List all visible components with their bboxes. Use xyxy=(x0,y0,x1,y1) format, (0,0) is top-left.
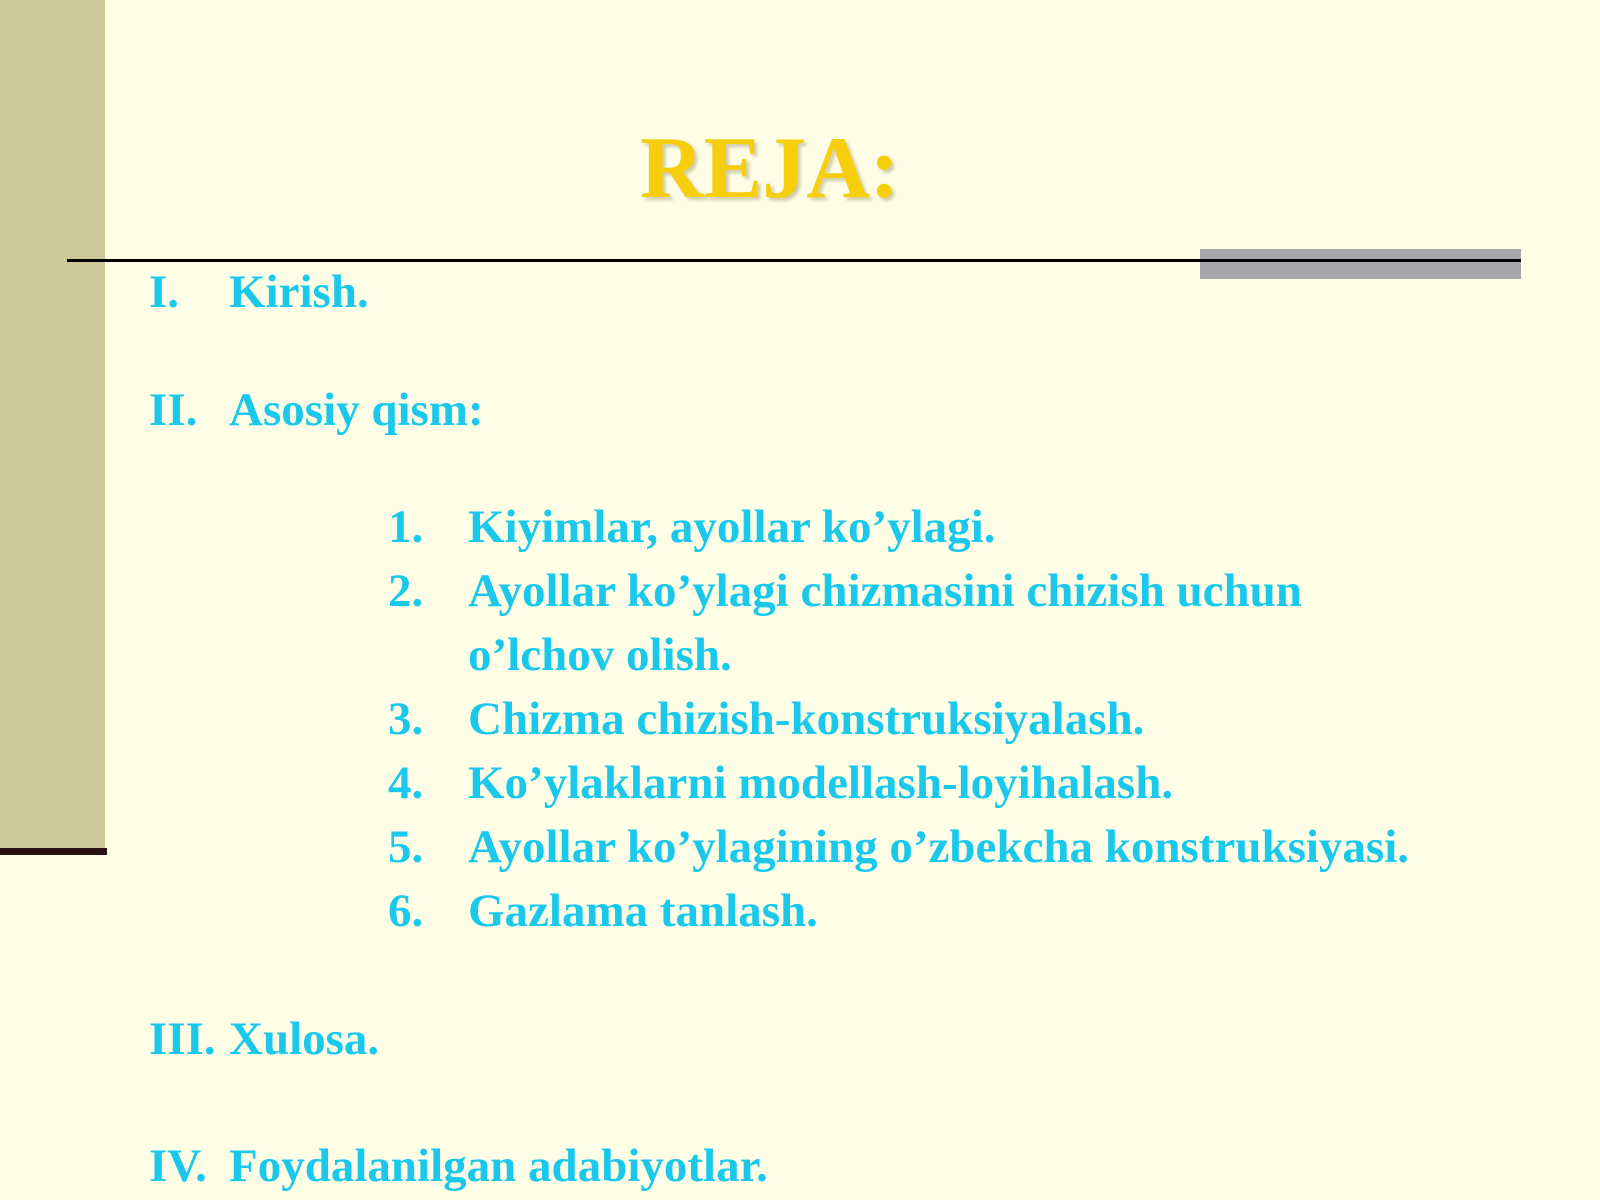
section-number: III. xyxy=(149,1013,216,1065)
subitem-label: Ayollar ko’ylagining o’zbekcha konstruksiyasi. xyxy=(468,821,1410,873)
subitem-label: Ayollar ko’ylagi chizmasini chizish uchun xyxy=(468,565,1302,617)
subitem-number: 2. xyxy=(388,565,424,617)
subitem-label: Ko’ylaklarni modellash-loyihalash. xyxy=(468,757,1174,809)
subitem-label: Gazlama tanlash. xyxy=(468,885,818,937)
section-label: Xulosa. xyxy=(229,1013,380,1065)
subitem-label: Chizma chizish-konstruksiyalash. xyxy=(468,693,1145,745)
divider-accent-line xyxy=(1200,259,1521,262)
subitem-number: 6. xyxy=(388,885,424,937)
slide-title: REJA: xyxy=(640,120,900,217)
subitem-number: 4. xyxy=(388,757,424,809)
section-label: Kirish. xyxy=(229,266,369,318)
subitem-label: Kiyimlar, ayollar ko’ylagi. xyxy=(468,501,996,553)
subitem-number: 5. xyxy=(388,821,424,873)
section-number: I. xyxy=(149,266,180,318)
section-number: II. xyxy=(149,384,198,436)
left-decorative-bar xyxy=(0,0,105,848)
subitem-number: 1. xyxy=(388,501,424,553)
section-label: Asosiy qism: xyxy=(229,384,484,436)
left-bar-underline xyxy=(0,848,107,855)
section-label: Foydalanilgan adabiyotlar. xyxy=(229,1140,768,1192)
divider-accent-bar xyxy=(1200,249,1521,279)
subitem-number: 3. xyxy=(388,693,424,745)
section-number: IV. xyxy=(149,1140,207,1192)
subitem-label-continuation: o’lchov olish. xyxy=(468,629,732,681)
